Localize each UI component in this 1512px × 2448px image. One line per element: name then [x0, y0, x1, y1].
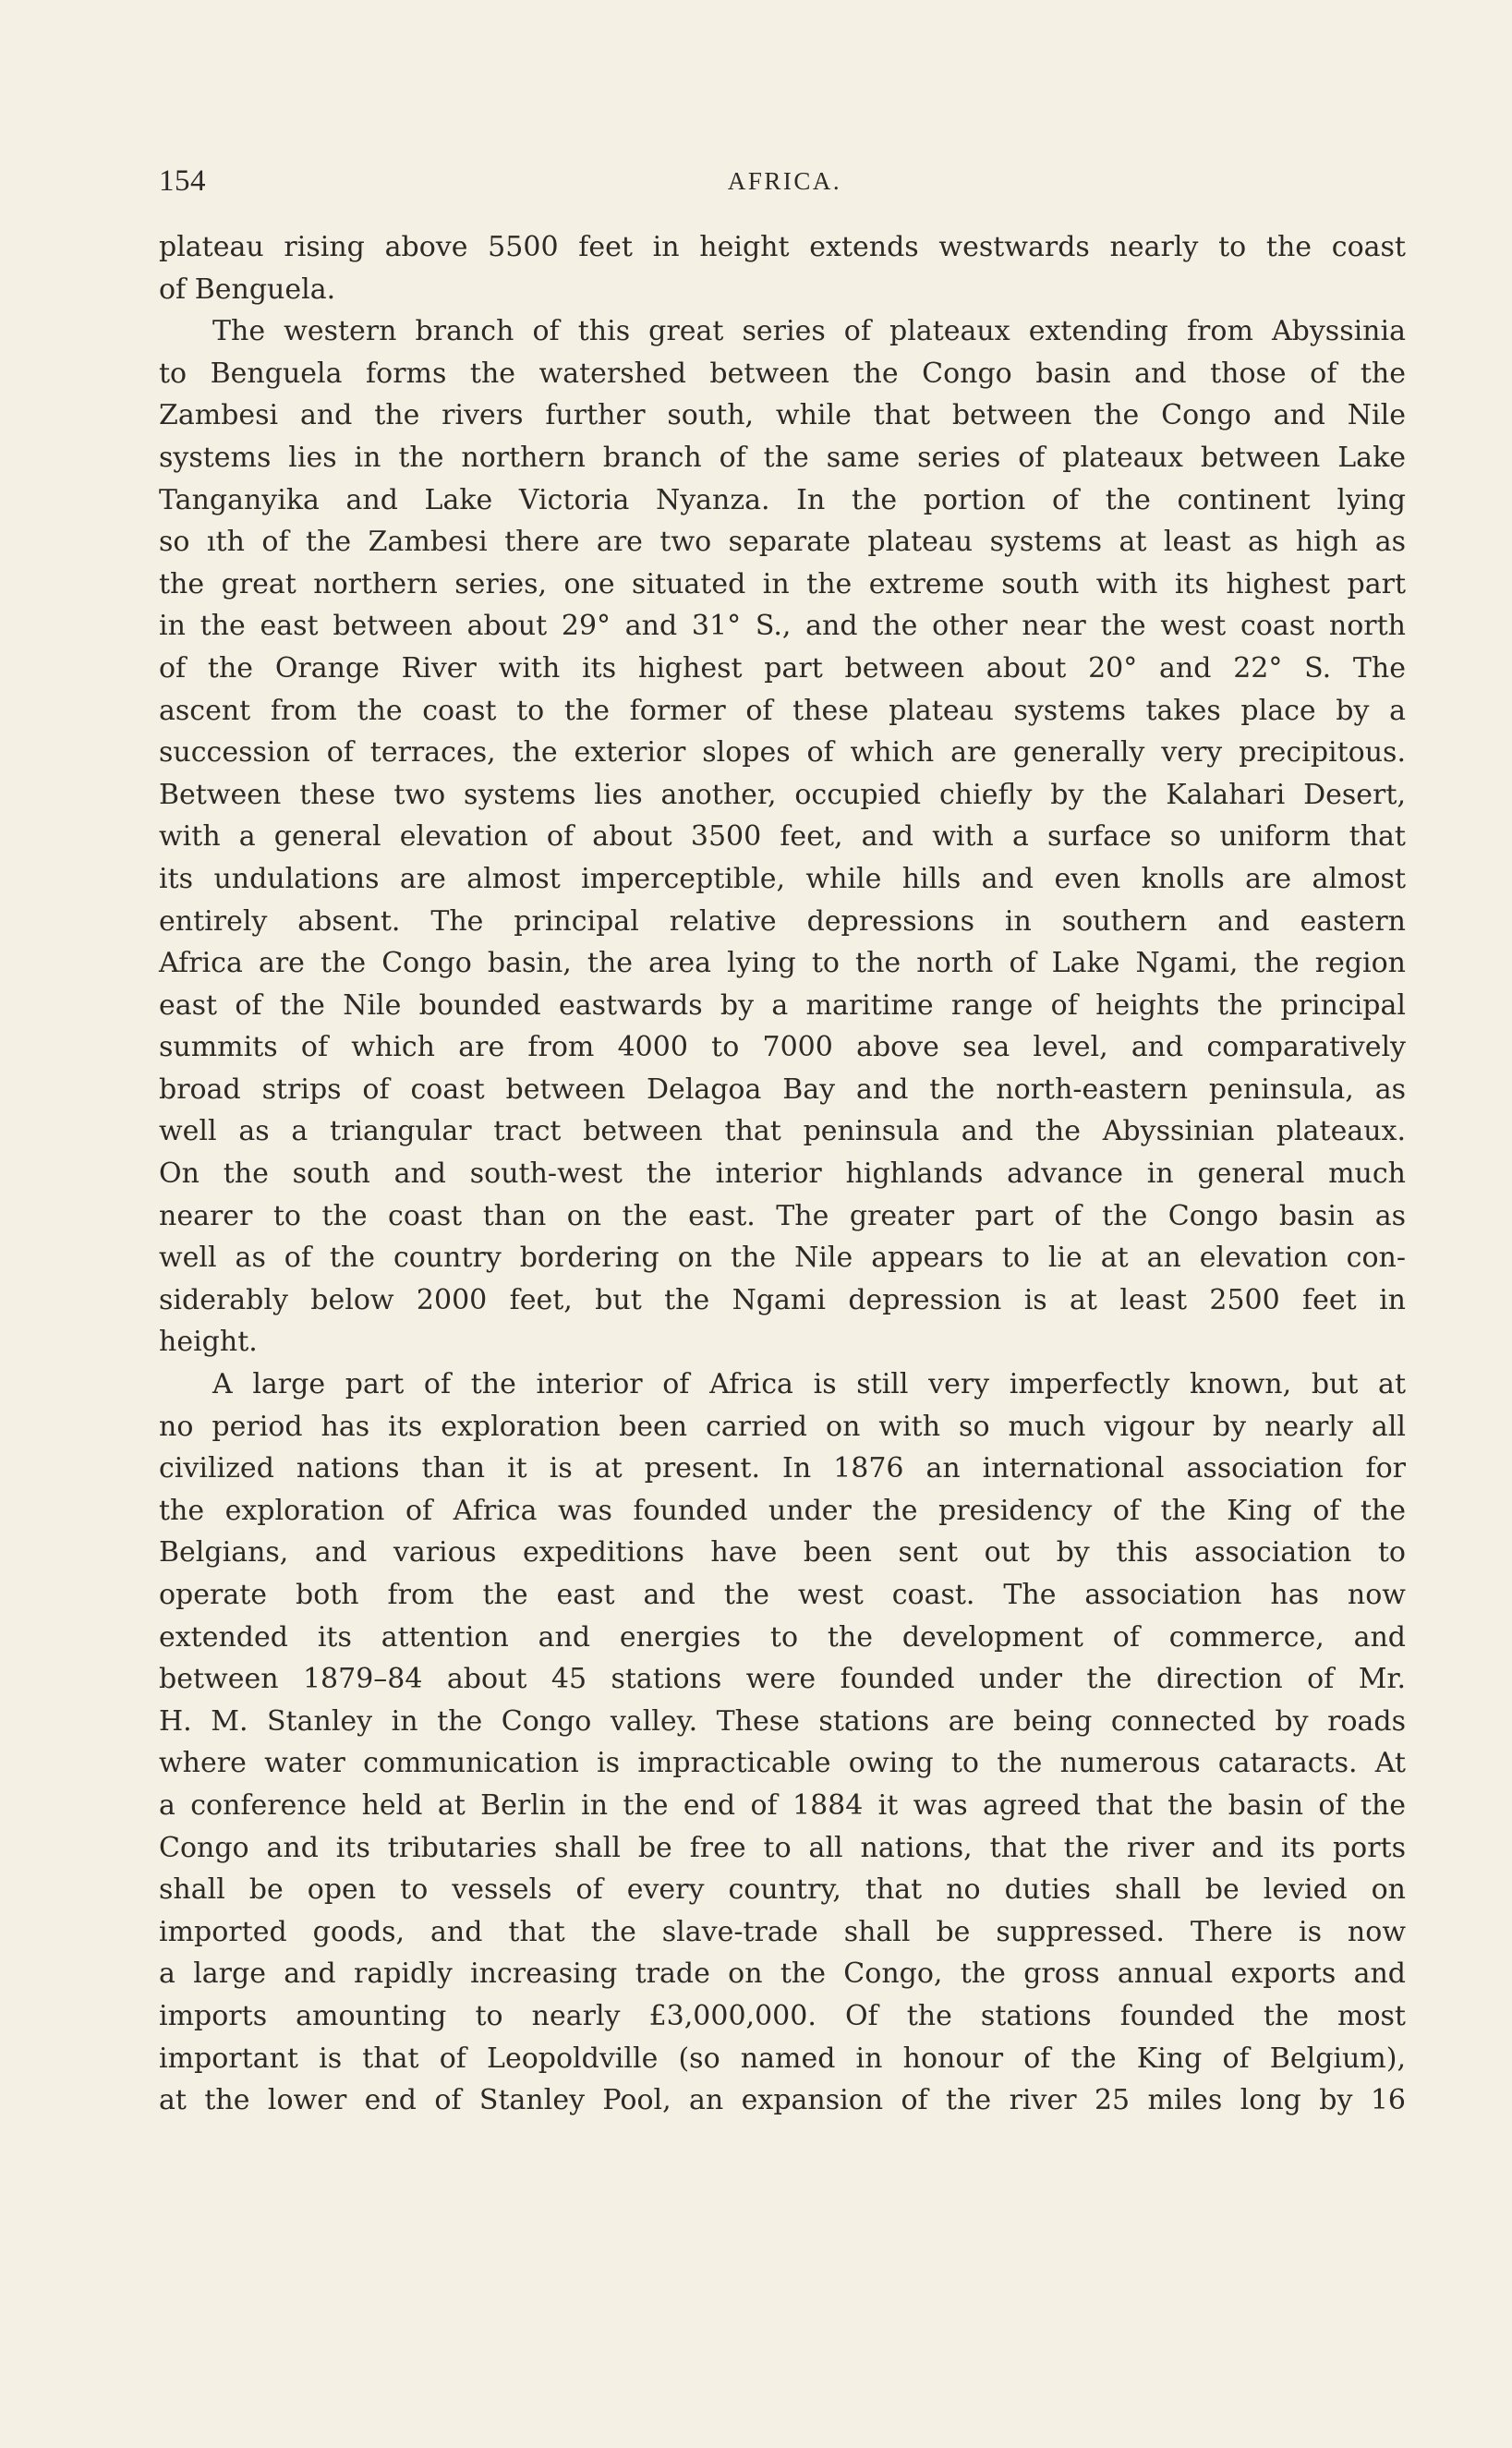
text-line: extended its attention and energies to the development of commerce, and: [159, 1620, 1406, 1654]
text-line: A large part of the interior of Africa is still very imperfectly known, but at: [212, 1368, 1406, 1401]
text-line: height.: [159, 1326, 258, 1359]
text-line: ascent from the coast to the former of these plateau systems takes place by a: [159, 694, 1406, 727]
text-line: a large and rapidly increasing trade on the Congo, the gross annual exports and: [159, 1957, 1406, 1991]
body-text: [159, 226, 1406, 2122]
text-line: summits of which are from 4000 to 7000 above sea level, and comparatively: [159, 1031, 1406, 1064]
text-line: the exploration of Africa was founded under the presidency of the King of the: [159, 1494, 1406, 1527]
paragraph: [159, 310, 1406, 1363]
text-line: broad strips of coast between Delagoa Bay and the north-eastern peninsula, as: [159, 1073, 1406, 1106]
text-line: siderably below 2000 feet, but the Ngami depression is at least 2500 feet in: [159, 1283, 1406, 1316]
text-line: to Benguela forms the watershed between the Congo basin and those of the: [159, 357, 1406, 390]
text-line: shall be open to vessels of every country, that no duties shall be levied on: [159, 1873, 1406, 1907]
paragraph: [159, 226, 1406, 310]
text-line: Tanganyika and Lake Victoria Nyanza. In the portion of the continent lying: [159, 483, 1406, 516]
text-line: succession of terraces, the exterior slopes of which are generally very precipitous.: [159, 736, 1406, 770]
text-line: of the Orange River with its highest part between about 20° and 22° S. The: [159, 651, 1406, 685]
text-line: H. M. Stanley in the Congo valley. These stations are being connected by roads: [159, 1704, 1406, 1738]
text-line: entirely absent. The principal relative depressions in southern and eastern: [159, 904, 1406, 938]
text-line: with a general elevation of about 3500 feet, and with a surface so uniform that: [159, 820, 1406, 854]
text-line: between 1879–84 about 45 stations were founded under the direction of Mr.: [159, 1663, 1406, 1696]
text-line: On the south and south-west the interior highlands advance in general much: [159, 1157, 1406, 1191]
text-line: systems lies in the northern branch of the same series of plateaux between Lake: [159, 441, 1406, 474]
text-line: the great northern series, one situated in the extreme south with its highest part: [159, 567, 1406, 600]
text-line: plateau rising above 5500 feet in height extends westwards nearly to the coast: [159, 231, 1406, 263]
text-line: of Benguela.: [159, 273, 336, 306]
text-line: so ıth of the Zambesi there are two separate plateau systems at least as high as: [159, 526, 1406, 559]
text-line: a conference held at Berlin in the end of 1884 it was agreed that the basin of the: [159, 1788, 1406, 1822]
page-header: [159, 159, 1410, 203]
text-line: imports amounting to nearly £3,000,000. Of the stations founded the most: [159, 1999, 1406, 2032]
text-line: no period has its exploration been carried on with so much vigour by nearly all: [159, 1410, 1406, 1443]
paragraph: [159, 1363, 1406, 2122]
text-line: civilized nations than it is at present. In 1876 an international association for: [159, 1452, 1406, 1485]
text-line: Congo and its tributaries shall be free to all nations, that the river and its ports: [159, 1831, 1406, 1864]
text-line: where water communication is impracticable owing to the numerous cataracts. At: [159, 1747, 1406, 1780]
text-line: well as a triangular tract between that peninsula and the Abyssinian plateaux.: [159, 1115, 1406, 1148]
text-line: Belgians, and various expeditions have been sent out by this association to: [159, 1536, 1406, 1569]
running-title: AFRICA.: [727, 167, 842, 195]
text-line: imported goods, and that the slave-trade shall be suppressed. There is now: [159, 1915, 1406, 1948]
text-line: The western branch of this great series of plateaux extending from Abyssinia: [212, 315, 1406, 348]
page-number: 154: [159, 164, 206, 198]
text-line: nearer to the coast than on the east. The greater part of the Congo basin as: [159, 1199, 1406, 1232]
text-line: Between these two systems lies another, occupied chiefly by the Kalahari Desert,: [159, 778, 1406, 811]
text-line: east of the Nile bounded eastwards by a maritime range of heights the principal: [159, 988, 1406, 1022]
text-line: operate both from the east and the west coast. The association has now: [159, 1579, 1406, 1611]
text-line: Zambesi and the rivers further south, while that between the Congo and Nile: [159, 399, 1406, 432]
text-line: at the lower end of Stanley Pool, an expansion of the river 25 miles long by 16: [159, 2084, 1406, 2117]
text-line: in the east between about 29° and 31° S., and the other near the west coast north: [159, 610, 1406, 643]
text-line: well as of the country bordering on the Nile appears to lie at an elevation con-: [159, 1242, 1406, 1275]
text-line: its undulations are almost imperceptible, while hills and even knolls are almost: [159, 862, 1406, 895]
text-line: important is that of Leopoldville (so named in honour of the King of Belgium),: [159, 2042, 1406, 2075]
text-line: Africa are the Congo basin, the area lying to the north of Lake Ngami, the region: [159, 947, 1406, 980]
